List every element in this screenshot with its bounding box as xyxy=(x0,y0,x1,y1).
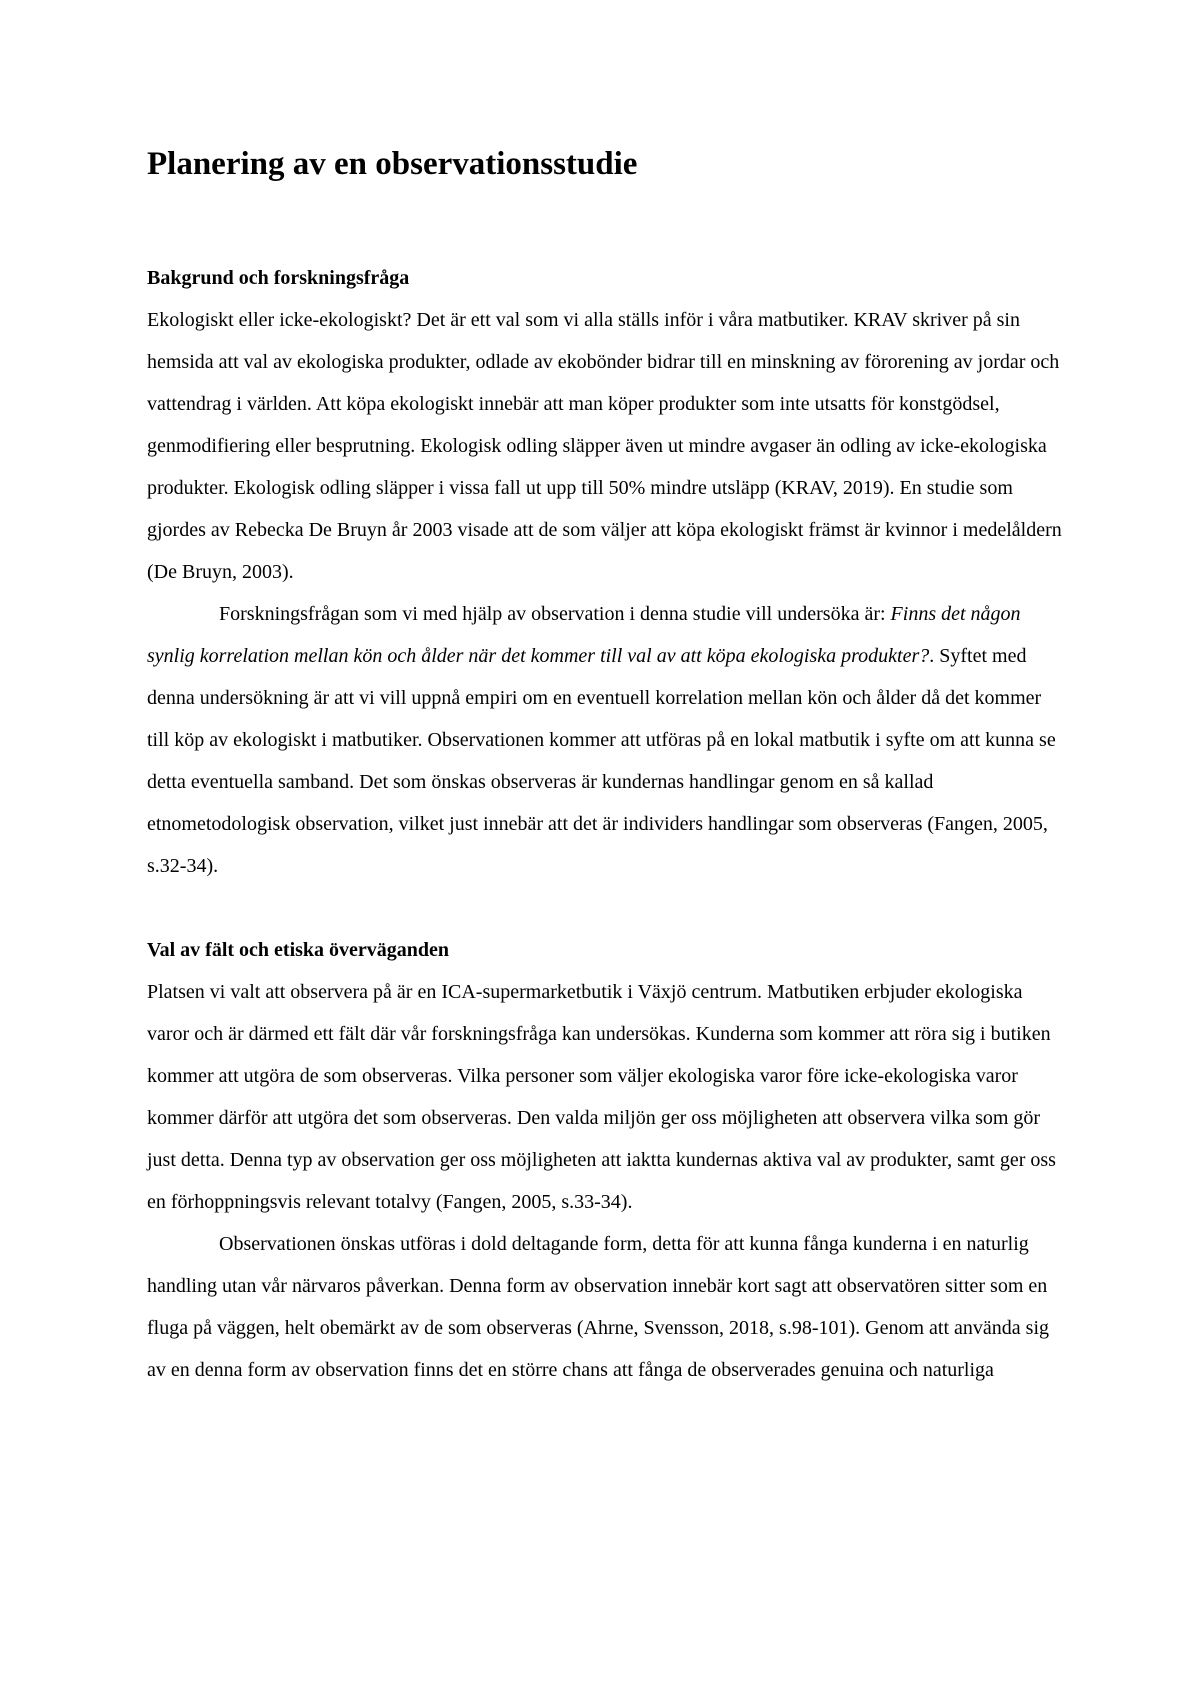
research-question-intro: Forskningsfrågan som vi med hjälp av observation i denna studie vill undersöka är: xyxy=(219,602,886,625)
document-body xyxy=(147,145,1067,1391)
section-heading-field-ethics: Val av fält och etiska överväganden xyxy=(147,938,450,961)
paragraph-research-question xyxy=(147,593,1067,887)
section-spacer xyxy=(147,887,1067,929)
paragraph-observation-form: Observationen önskas utföras i dold deltagande form, detta för att kunna fånga kunderna i en naturlig handling utan vår närvaros påverkan. Denna form av observation innebär kort sagt att observatören sitter som en fluga på väggen, helt obemärkt av de som observeras (Ahrne, Svensson, 2018, s.98-101). Genom att använda sig av en denna form av observation finns det en större chans att fånga de observerades genuina och naturliga xyxy=(147,1232,1050,1381)
paragraph-background: Ekologiskt eller icke-ekologiskt? Det är ett val som vi alla ställs inför i våra matbutiker. KRAV skriver på sin hemsida att val av ekologiska produkter, odlade av ekobönder bidrar till en minskning av förorening av jordar och vattendrag i världen. Att köpa ekologiskt innebär att man köper produkter som inte utsatts för konstgödsel, genmodifiering eller besprutning. Ekologisk odling släpper även ut mindre avgaser än odling av icke-ekologiska produkter. Ekologisk odling släpper i vissa fall ut upp till 50% mindre utsläpp (KRAV, 2019). En studie som gjordes av Rebecka De Bruyn år 2003 visade att de som väljer att köpa ekologiskt främst är kvinnor i medelåldern (De Bruyn, 2003). xyxy=(147,308,1062,583)
research-question: Finns det någon synlig korrelation mellan kön och ålder när det kommer till val av att köpa ekologiska produkter? xyxy=(147,602,1021,667)
paragraph-field-choice: Platsen vi valt att observera på är en ICA-supermarketbutik i Växjö centrum. Matbutiken erbjuder ekologiska varor och är därmed ett fält där vår forskningsfråga kan undersökas. Kunderna som kommer att röra sig i butiken kommer att utgöra de som observeras. Vilka personer som väljer ekologiska varor före icke-ekologiska varor kommer därför att utgöra det som observeras. Den valda miljön ger oss möjligheten att observera vilka som gör just detta. Denna typ av observation ger oss möjligheten att iaktta kundernas aktiva val av produkter, samt ger oss en förhoppningsvis relevant totalvy (Fangen, 2005, s.33-34). xyxy=(147,980,1056,1213)
section-heading-background: Bakgrund och forskningsfråga xyxy=(147,266,410,289)
document-title: Planering av en observationsstudie xyxy=(147,146,638,182)
research-purpose-text: . Syftet med denna undersökning är att vi vill uppnå empiri om en eventuell korrelation mellan kön och ålder då det kommer till köp av ekologiskt i matbutiker. Observationen kommer att utföras på en lokal matbutik i syfte om att kunna se detta eventuella samband. Det som önskas observeras är kundernas handlingar genom en så kallad etnometodologisk observation, vilket just innebär att det är individers handlingar som observeras (Fangen, 2005, s.32-34). xyxy=(147,644,1056,877)
